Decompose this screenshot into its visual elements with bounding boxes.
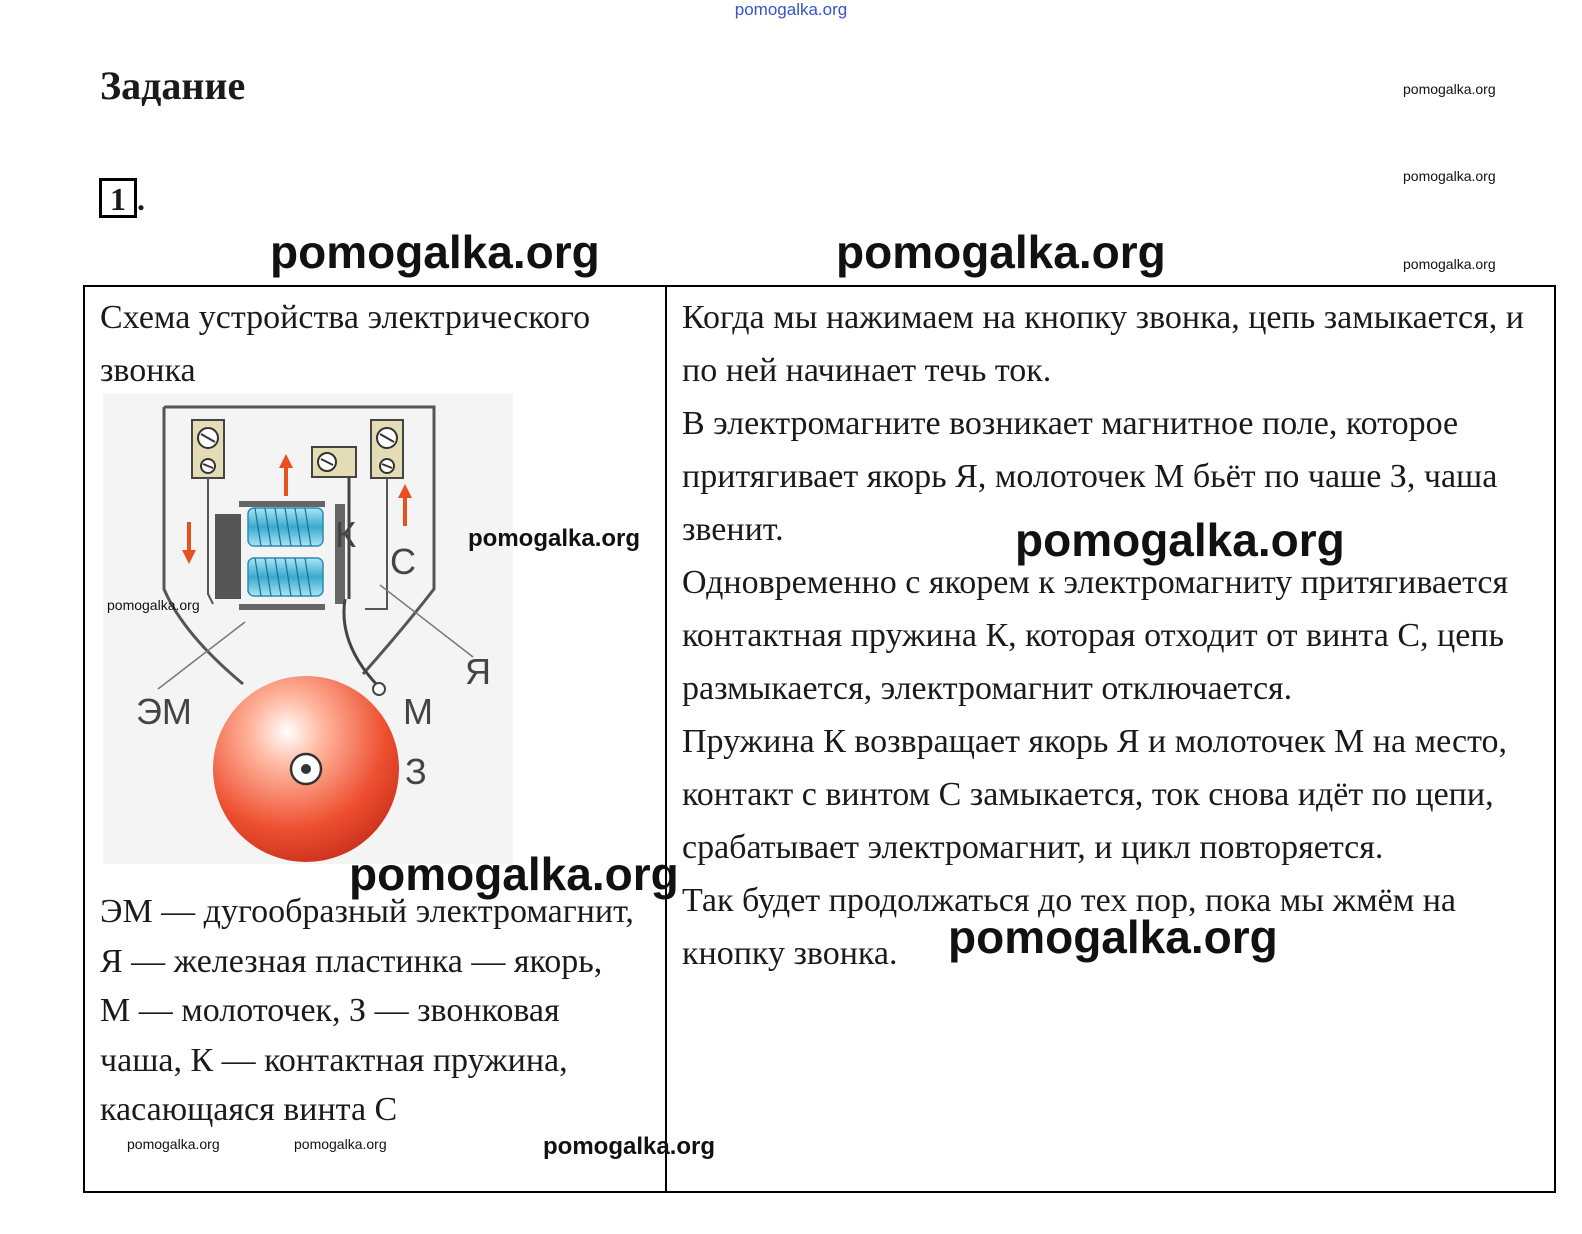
label-z: З — [405, 751, 427, 792]
explanation-paragraph: Когда мы нажимаем на кнопку звонка, цепь замыкается, и по ней начинает течь ток. — [682, 299, 1524, 389]
watermark-small: pomogalka.org — [1403, 168, 1496, 184]
task-number-box: 1 — [99, 178, 137, 218]
watermark-large: pomogalka.org — [948, 911, 1278, 963]
watermark-small: pomogalka.org — [107, 597, 200, 613]
explanation-text — [682, 291, 1552, 980]
electric-bell-diagram — [103, 394, 513, 864]
content-table — [83, 285, 1556, 1193]
site-watermark-top: pomogalka.org — [734, 0, 848, 19]
bell-center-dot — [301, 764, 311, 774]
task-title: Задание — [100, 63, 246, 108]
task-number — [99, 178, 145, 219]
watermark-small: pomogalka.org — [294, 1136, 387, 1152]
left-cell — [85, 287, 665, 1191]
diagram-caption: Схема устройства электрического звонка — [100, 299, 591, 389]
label-k: К — [335, 514, 356, 555]
explanation-paragraph: Одновременно с якорем к электромагниту притягивается контактная пружина К, которая отходит от винта С, цепь размыкается, электромагнит отключается. — [682, 564, 1509, 707]
label-em: ЭМ — [136, 691, 192, 732]
watermark-large: pomogalka.org — [836, 226, 1166, 278]
watermark-large: pomogalka.org — [270, 226, 600, 278]
diagram-legend: ЭМ — дугообразный электромагнит, Я — железная пластинка — якорь, М — молоточек, З — звонковая чаша, К — контактная пружина, касающаяся винта С — [100, 893, 634, 1128]
explanation-paragraph: В электромагните возникает магнитное поле, которое притягивает якорь Я, молоточек М бьёт по чаше З, чаша звенит. — [682, 405, 1498, 548]
task-number-suffix: . — [137, 181, 145, 217]
watermark-small: pomogalka.org — [1403, 81, 1496, 97]
explanation-paragraph: Пружина К возвращает якорь Я и молоточек М на место, контакт с винтом С замыкается, ток снова идёт по цепи, срабатывает электромагнит, и цикл повторяется. — [682, 723, 1508, 866]
hammer — [373, 683, 385, 695]
watermark-small: pomogalka.org — [127, 1136, 220, 1152]
label-ya: Я — [465, 651, 491, 692]
watermark-large: pomogalka.org — [349, 848, 679, 900]
watermark-large: pomogalka.org — [1015, 514, 1345, 566]
label-s: С — [390, 541, 416, 582]
explanation-paragraph: Так будет продолжаться до тех пор, пока мы жмём на кнопку звонка. — [682, 882, 1457, 972]
right-terminal — [371, 420, 403, 478]
label-m: М — [403, 691, 433, 732]
watermark-medium: pomogalka.org — [543, 1133, 716, 1160]
contact-screw-block — [312, 447, 356, 477]
watermark-small: pomogalka.org — [1403, 256, 1496, 272]
left-terminal — [192, 420, 224, 478]
right-cell — [667, 287, 1554, 1191]
watermark-medium: pomogalka.org — [468, 525, 641, 552]
